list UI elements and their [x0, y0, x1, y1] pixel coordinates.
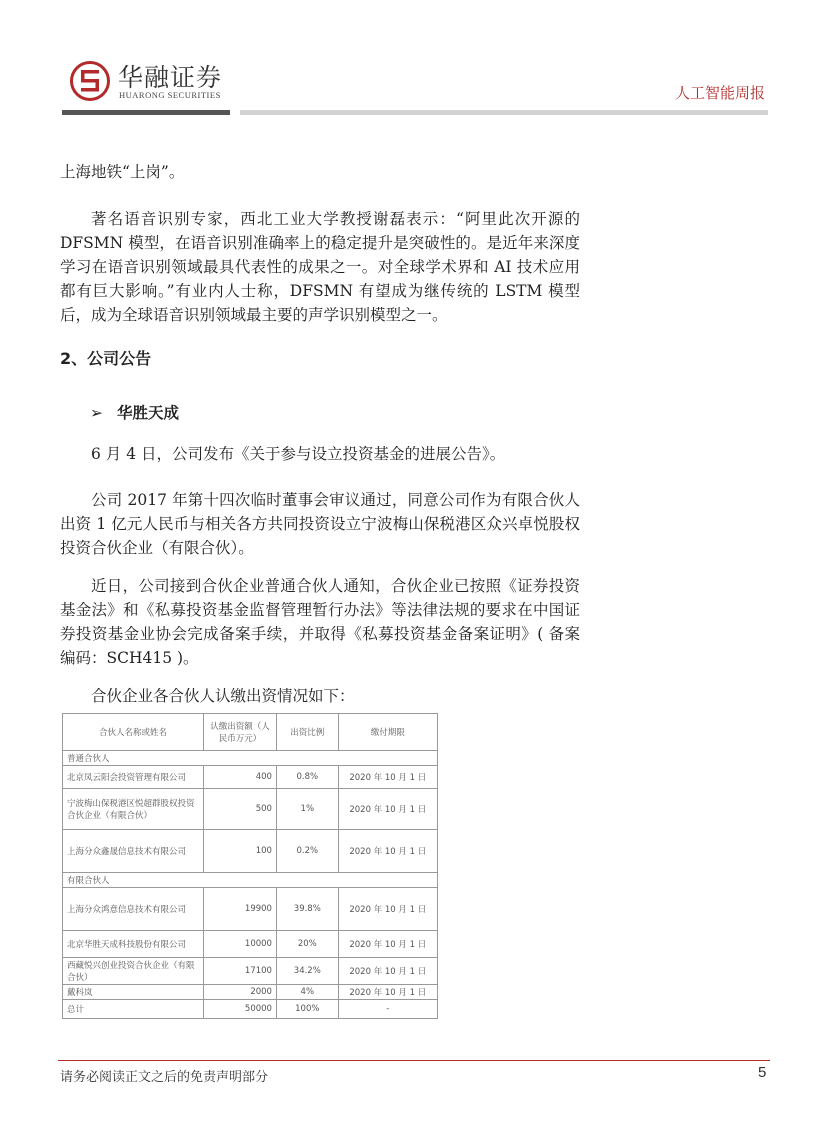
table-header-row	[63, 714, 438, 751]
partner-contribution-table	[62, 713, 438, 1019]
huarong-logo-icon	[70, 61, 110, 101]
cell-ratio: 4%	[276, 985, 338, 1000]
cell-date: 2020 年 10 月 1 日	[338, 958, 437, 985]
paragraph-continuation: 上海地铁“上岗”。	[60, 163, 185, 181]
cell-name: 西藏悦兴创业投资合伙企业（有限合伙）	[63, 958, 204, 985]
company-name: 华胜天成	[117, 404, 180, 422]
cell-date: 2020 年 10 月 1 日	[338, 766, 437, 789]
cell-date: 2020 年 10 月 1 日	[338, 830, 437, 873]
table-group-row	[63, 751, 438, 766]
report-type-tag: 人工智能周报	[674, 84, 765, 102]
paragraph-dfsmn: 著名语音识别专家，西北工业大学教授谢磊表示：“阿里此次开源的 DFSMN 模型，在语音识别准确率上的稳定提升是突破性的。是近年来深度学习在语音识别领域最具代表性的成果之一。对全球学术界和 AI 技术应用都有巨大影响。”有业内人士称，DFSMN 有望成为继传统的 LSTM 模型后，成为全球语音识别领域最主要的声学识别模型之一。	[60, 210, 580, 324]
cell-ratio: 1%	[276, 789, 338, 830]
group-limited-partners: 有限合伙人	[63, 873, 438, 888]
company-subtitle	[90, 401, 179, 423]
col-header-amount: 认缴出资额（人民币万元）	[203, 714, 276, 751]
cell-total-label: 总计	[63, 1000, 204, 1019]
section-title: 2、公司公告	[60, 349, 152, 368]
cell-amount: 2000	[203, 985, 276, 1000]
header-rule-light	[240, 110, 768, 115]
cell-amount: 400	[203, 766, 276, 789]
table-row	[63, 985, 438, 1000]
group-general-partners: 普通合伙人	[63, 751, 438, 766]
col-header-date: 缴付期限	[338, 714, 437, 751]
cell-ratio: 0.8%	[276, 766, 338, 789]
brand-name-cn: 华融证券	[118, 63, 223, 92]
cell-ratio: 20%	[276, 931, 338, 958]
cell-name: 宁波梅山保税港区悦超群股权投资合伙企业（有限合伙）	[63, 789, 204, 830]
table-row	[63, 888, 438, 931]
cell-date: 2020 年 10 月 1 日	[338, 789, 437, 830]
col-header-ratio: 出资比例	[276, 714, 338, 751]
cell-amount: 19900	[203, 888, 276, 931]
table-total-row	[63, 1000, 438, 1019]
paragraph-board: 公司 2017 年第十四次临时董事会审议通过，同意公司作为有限合伙人出资 1 亿元人民币与相关各方共同投资设立宁波梅山保税港区众兴卓悦股权投资合伙企业（有限合伙）。	[60, 491, 580, 557]
cell-total-amount: 50000	[203, 1000, 276, 1019]
cell-total-date: -	[338, 1000, 437, 1019]
cell-name: 戴科岚	[63, 985, 204, 1000]
cell-amount: 100	[203, 830, 276, 873]
table-row	[63, 830, 438, 873]
paragraph-registration: 近日，公司接到合伙企业普通合伙人通知，合伙企业已按照《证券投资基金法》和《私募投资基金监督管理暂行办法》等法律法规的要求在中国证券投资基金业协会完成备案手续，并取得《私募投资基金备案证明》( 备案编码：SCH415 )。	[60, 577, 580, 667]
table-row	[63, 958, 438, 985]
cell-amount: 10000	[203, 931, 276, 958]
page-header	[0, 0, 827, 120]
cell-date: 2020 年 10 月 1 日	[338, 888, 437, 931]
cell-name: 上海分众鑫晟信息技术有限公司	[63, 830, 204, 873]
cell-name: 上海分众鸿意信息技术有限公司	[63, 888, 204, 931]
cell-amount: 17100	[203, 958, 276, 985]
col-header-name: 合伙人名称或姓名	[63, 714, 204, 751]
arrow-bullet-icon: ➢	[90, 404, 103, 422]
intro-text	[60, 160, 580, 327]
cell-date: 2020 年 10 月 1 日	[338, 931, 437, 958]
footer-rule	[58, 1060, 770, 1061]
brand-name-en: HUARONG SECURITIES	[119, 90, 221, 100]
paragraph-announcement: 6 月 4 日，公司发布《关于参与设立投资基金的进展公告》。	[91, 445, 506, 463]
cell-amount: 500	[203, 789, 276, 830]
cell-ratio: 0.2%	[276, 830, 338, 873]
table-row	[63, 766, 438, 789]
table-row	[63, 789, 438, 830]
cell-date: 2020 年 10 月 1 日	[338, 985, 437, 1000]
footer-disclaimer: 请务必阅读正文之后的免责声明部分	[60, 1070, 269, 1085]
page-number: 5	[758, 1064, 767, 1081]
paragraph-table-intro: 合伙企业各合伙人认缴出资情况如下：	[91, 687, 355, 705]
cell-total-ratio: 100%	[276, 1000, 338, 1019]
cell-ratio: 39.8%	[276, 888, 338, 931]
table-group-row	[63, 873, 438, 888]
cell-ratio: 34.2%	[276, 958, 338, 985]
table-row	[63, 931, 438, 958]
header-rule-dark	[62, 110, 230, 115]
cell-name: 北京华胜天成科技股份有限公司	[63, 931, 204, 958]
cell-name: 北京凤云阳会投资管理有限公司	[63, 766, 204, 789]
